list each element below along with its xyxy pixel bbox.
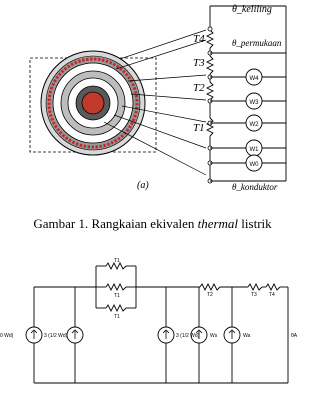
label-source-ws: Ws	[210, 333, 218, 339]
svg-text:W3: W3	[249, 100, 259, 106]
figure-2	[0, 258, 298, 383]
label-t2: T2	[193, 82, 205, 94]
cable-cross-section	[41, 51, 145, 155]
label-fig2-t4: T4	[269, 292, 275, 298]
heat-source-w3	[246, 93, 262, 109]
svg-text:W1: W1	[249, 147, 259, 153]
label-theta-konduktor: θ_konduktor	[232, 182, 278, 192]
label-fig2-t1a: T1	[114, 258, 120, 264]
svg-text:W4: W4	[249, 76, 259, 82]
ladder-branches	[210, 6, 286, 181]
figure-1	[30, 4, 286, 192]
source-wd-left	[26, 327, 42, 343]
resistor-fig2-t3	[248, 284, 262, 290]
label-theta-permukaan: θ_permukaan	[232, 38, 282, 48]
label-fig2-t3: T3	[251, 292, 257, 298]
fig2-labels	[0, 258, 298, 339]
label-fig2-t2: T2	[207, 292, 213, 298]
resistor-fig2-t4	[266, 284, 280, 290]
heat-sources-fig1	[246, 69, 262, 171]
resistor-fig2-t1b	[106, 284, 126, 290]
resistor-t4	[207, 30, 213, 48]
label-source-half-wd-2: 3 (1/2 Wd)	[176, 333, 200, 339]
resistor-t3	[207, 56, 213, 74]
label-theta-keliling: θ_keliling	[232, 4, 272, 15]
resistor-t2	[207, 82, 213, 100]
svg-text:W2: W2	[249, 122, 259, 128]
conductor-core	[82, 92, 104, 114]
source-wa	[224, 327, 240, 343]
ladder-spine	[207, 6, 213, 181]
svg-text:W0: W0	[249, 162, 259, 168]
heat-source-w1	[246, 140, 262, 156]
source-half-wd-2	[158, 327, 174, 343]
figure-caption	[0, 216, 305, 232]
label-t4: T4	[193, 33, 205, 45]
resistor-fig2-t1c	[106, 305, 126, 311]
heat-source-w4	[246, 69, 262, 85]
source-half-wd-1	[67, 327, 83, 343]
caption-suffix: listrik	[238, 216, 272, 231]
label-fig2-t1c: T1	[114, 314, 120, 320]
label-source-wa: Wa	[243, 333, 251, 339]
caption-prefix: Gambar 1. Rangkaian ekivalen	[33, 216, 198, 231]
label-source-wd-left: 0 Wd)	[0, 333, 14, 339]
label-t3: T3	[193, 57, 205, 69]
subfigure-label: (a)	[137, 180, 149, 191]
label-t1: T1	[193, 122, 205, 134]
label-theta-a: θA	[291, 333, 298, 339]
heat-source-w2	[246, 115, 262, 131]
resistor-fig2-t2	[200, 284, 220, 290]
heat-source-w0	[246, 155, 262, 171]
label-source-half-wd-1: 3 (1/2 Wd)	[44, 333, 68, 339]
caption-emphasis: thermal	[197, 216, 239, 231]
circuit-rails	[34, 263, 288, 383]
label-fig2-t1b: T1	[114, 293, 120, 299]
